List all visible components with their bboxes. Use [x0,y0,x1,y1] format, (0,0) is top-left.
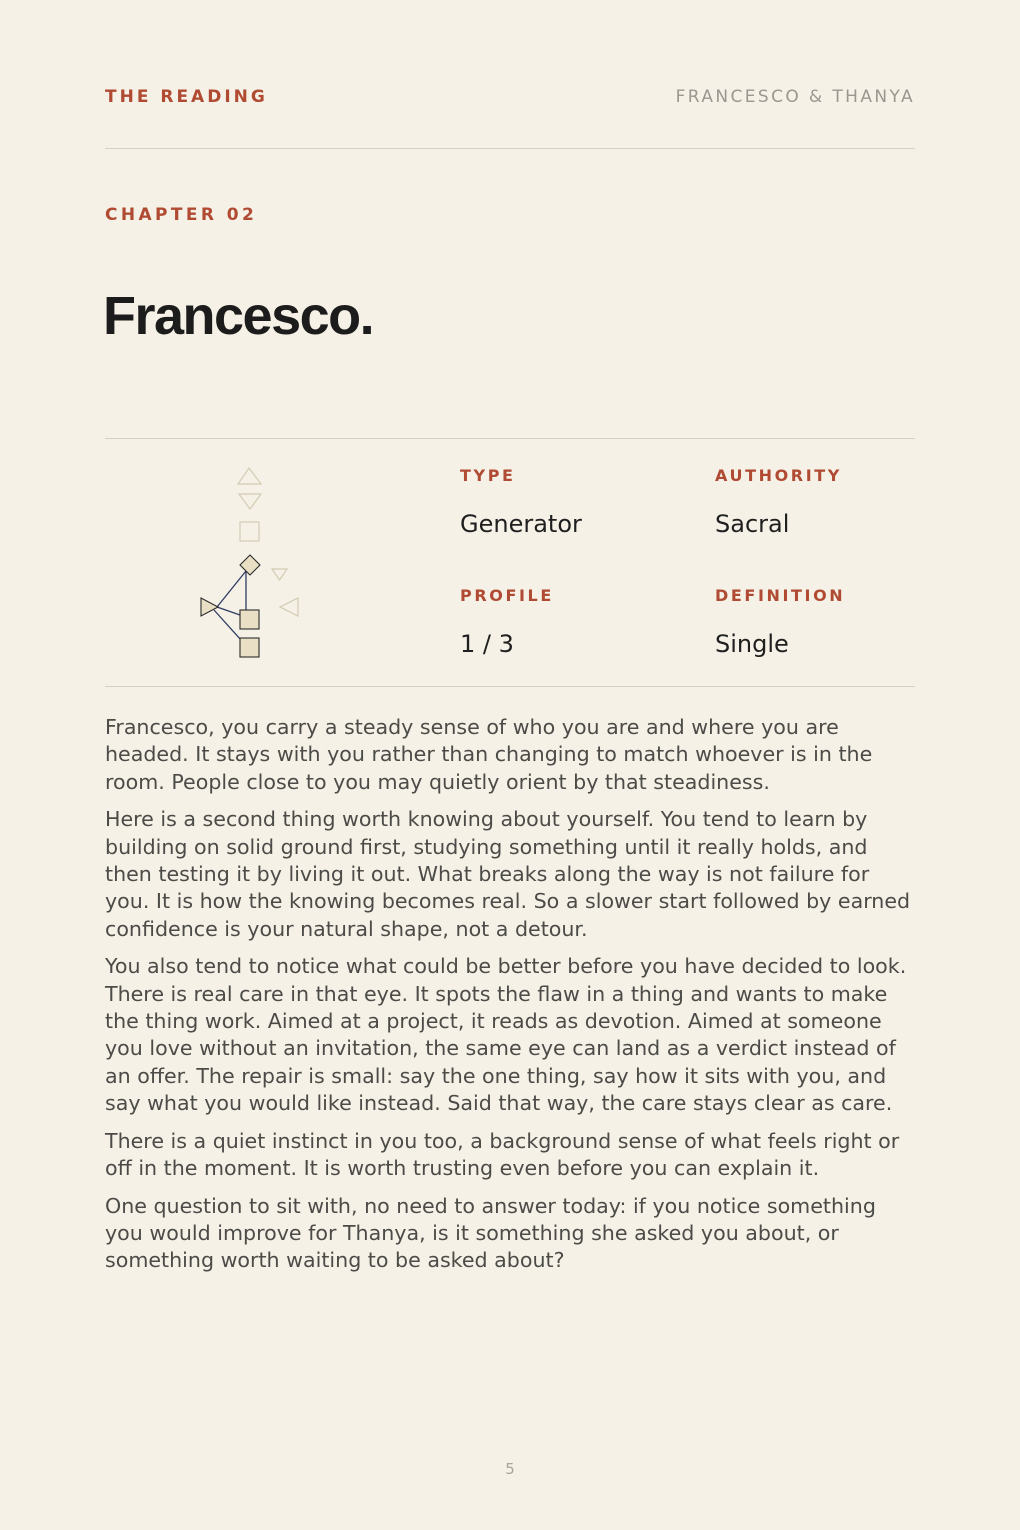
channel-line [217,607,240,615]
definition-label: DEFINITION [715,586,846,605]
definition-value: Single [715,630,789,658]
head-center [238,468,261,484]
stats-bottom-divider [105,686,915,687]
header-left-label: THE READING [105,87,268,107]
paragraph: One question to sit with, no need to answer today: if you notice something you would improve for Thanya, is it something she asked you about, or something worth waiting to be asked about? [105,1193,876,1273]
paragraph: Here is a second thing worth knowing about yourself. You tend to learn by building on solid ground first, studying something until it really holds, and then testing it by living it out. What breaks along the way is not failure for you. It is how the knowing becomes real. So a slower start followed by earned confidence is your natural shape, not a detour. [105,807,911,941]
header-right-label: FRANCESCO & THANYA [675,87,915,107]
paragraph: There is a quiet instinct in you too, a background sense of what feels right or off in the moment. It is worth trusting even before you can explain it. [105,1128,900,1180]
paragraph: You also tend to notice what could be better before you have decided to look. There is real care in that eye. It spots the flaw in a thing and wants to make the thing work. Aimed at a project, it reads as devotion. Aimed at someone you love without an invitation, the same eye can land as a verdict instead of an offer. The repair is small: say the one thing, say how it sits with you, and say what you would like instead. Said that way, the care stays clear as care. [105,954,907,1115]
page-title: Francesco. [103,286,374,346]
channel-line [217,566,250,607]
type-label: TYPE [460,466,516,485]
reading-body [105,714,920,1285]
sacral-center [240,610,259,629]
profile-value: 1 / 3 [460,630,514,658]
throat-center [240,522,259,541]
authority-label: AUTHORITY [715,466,842,485]
root-center [240,638,259,657]
bodygraph-icon [190,460,320,665]
spleen-center [201,598,218,616]
paragraph: Francesco, you carry a steady sense of who you are and where you are headed. It stays with you rather than changing to match whoever is in the room. People close to you may quietly orient by that steadiness. [105,715,873,794]
page-number: 5 [505,1460,515,1478]
profile-label: PROFILE [460,586,554,605]
type-value: Generator [460,510,582,538]
stats-top-divider [105,438,915,439]
header-divider [105,148,915,149]
chapter-label: CHAPTER 02 [105,205,258,225]
ajna-center [239,494,261,509]
heart-center [272,569,287,580]
g-center [240,555,260,575]
solar-plexus-center [280,598,298,616]
authority-value: Sacral [715,510,790,538]
